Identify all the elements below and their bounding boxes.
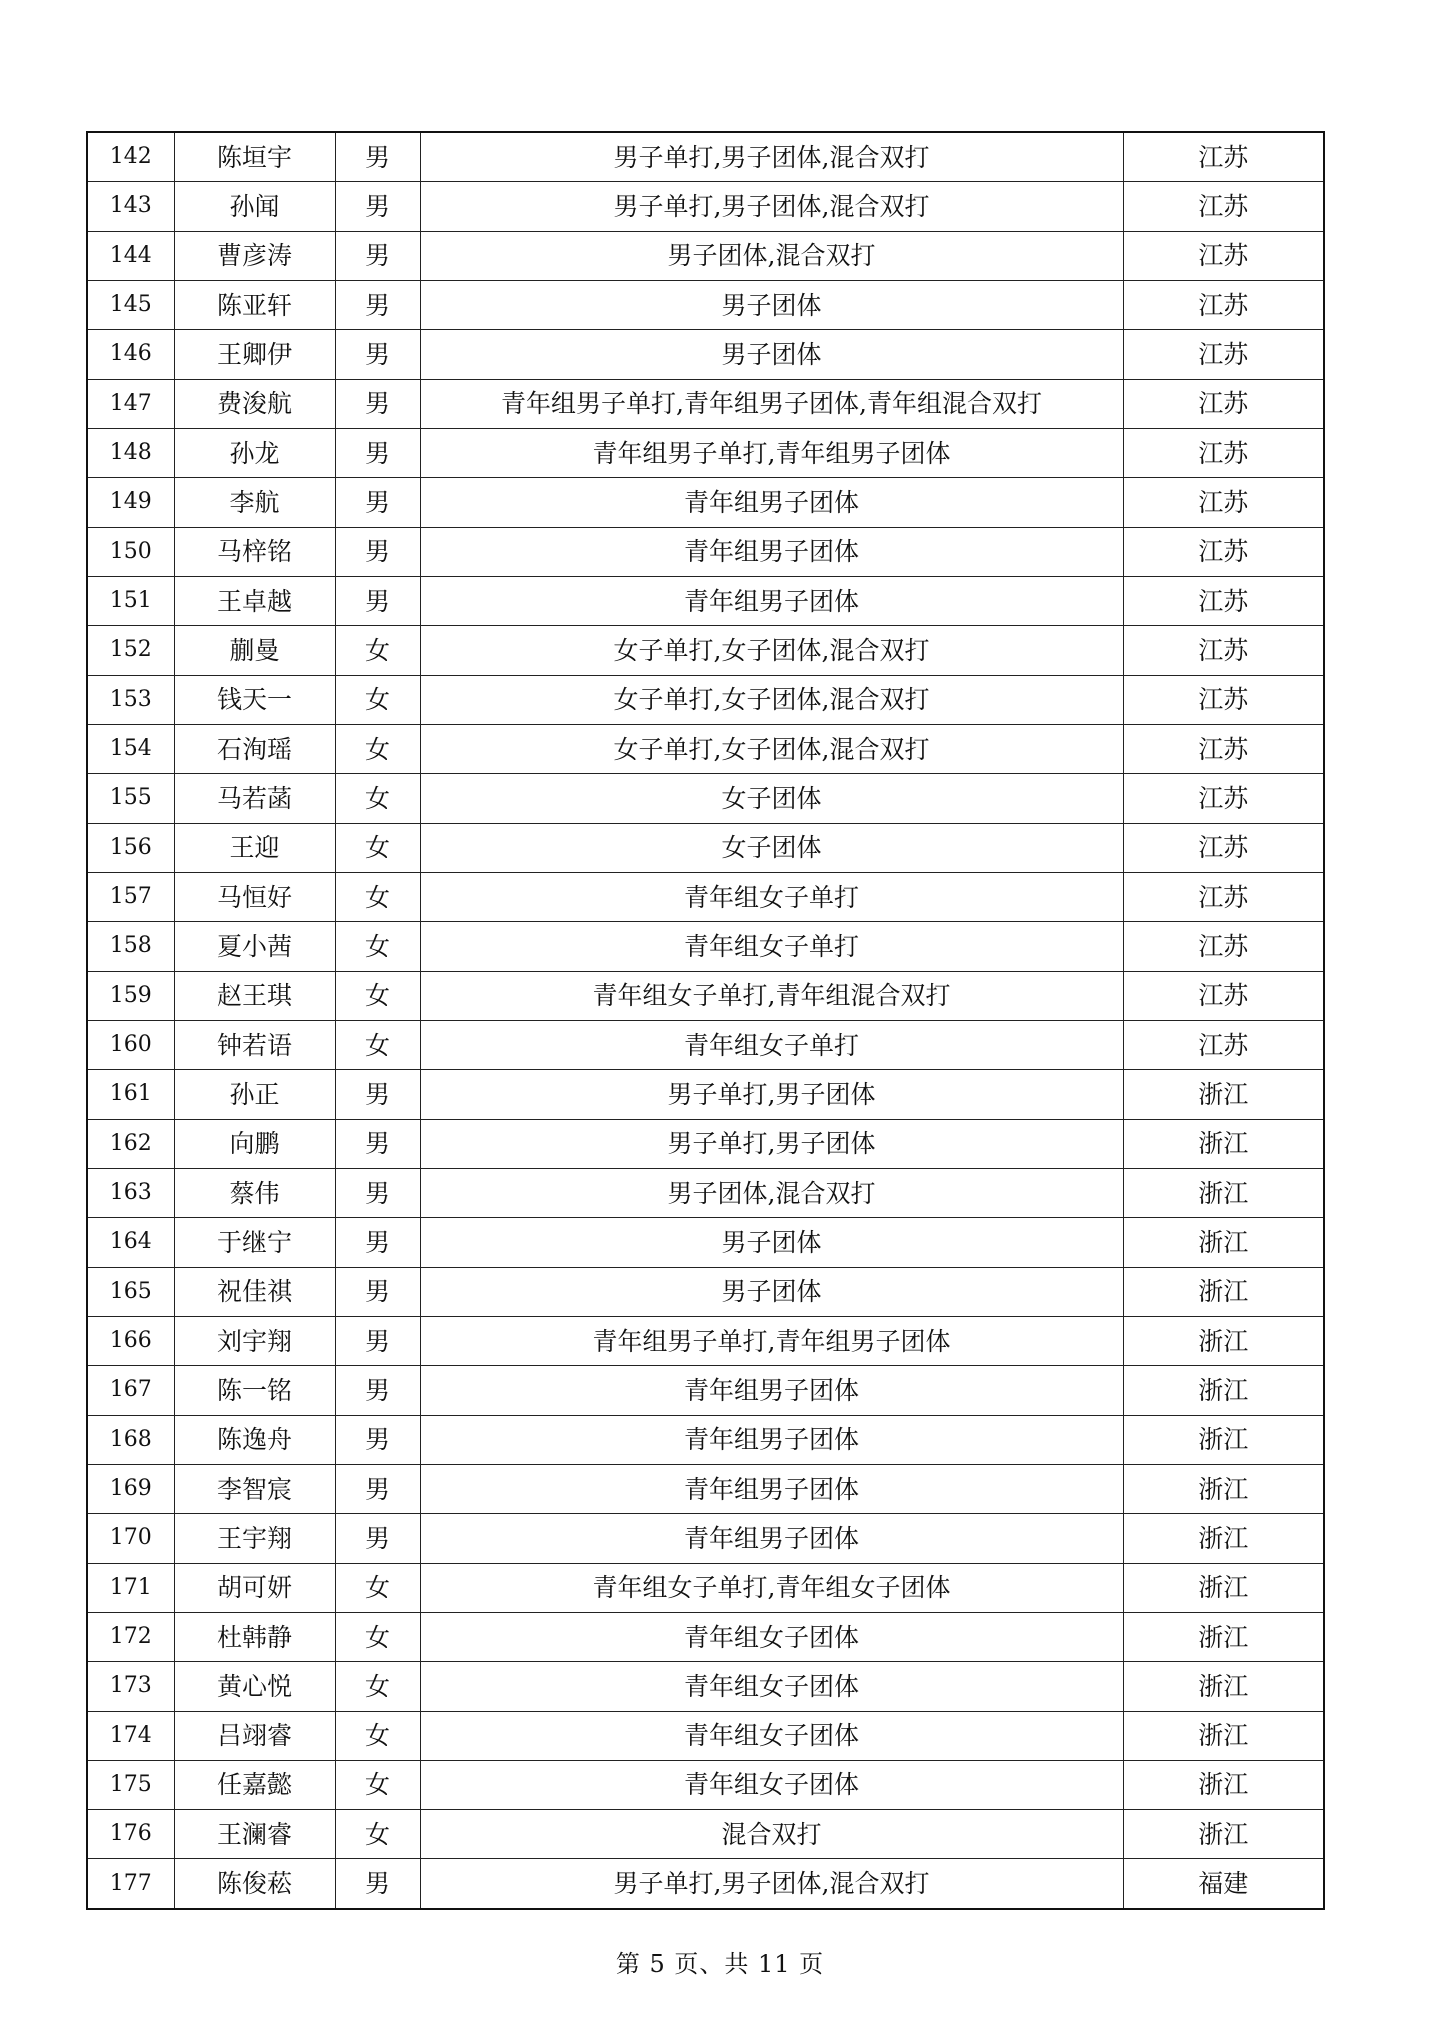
row-number-cell: 171 — [87, 1563, 174, 1612]
province-cell: 江苏 — [1123, 626, 1324, 675]
events-cell: 混合双打 — [420, 1810, 1123, 1859]
events-cell: 青年组女子团体 — [420, 1760, 1123, 1809]
table-row — [87, 1859, 1324, 1909]
table-row — [87, 132, 1324, 182]
province-cell: 江苏 — [1123, 971, 1324, 1020]
events-cell: 青年组女子团体 — [420, 1662, 1123, 1711]
athlete-name-cell: 吕翊睿 — [174, 1711, 335, 1760]
province-cell: 江苏 — [1123, 724, 1324, 773]
athlete-name-cell: 马梓铭 — [174, 527, 335, 576]
row-number-cell: 173 — [87, 1662, 174, 1711]
table-row — [87, 1464, 1324, 1513]
gender-cell: 男 — [335, 428, 420, 477]
athlete-name-cell: 蔡伟 — [174, 1168, 335, 1217]
table-row — [87, 1415, 1324, 1464]
row-number-cell: 176 — [87, 1810, 174, 1859]
row-number-cell: 175 — [87, 1760, 174, 1809]
province-cell: 浙江 — [1123, 1218, 1324, 1267]
province-cell: 江苏 — [1123, 823, 1324, 872]
row-number-cell: 166 — [87, 1316, 174, 1365]
table-row — [87, 1711, 1324, 1760]
events-cell: 青年组男子团体 — [420, 1366, 1123, 1415]
row-number-cell: 144 — [87, 231, 174, 280]
events-cell: 青年组男子单打,青年组男子团体 — [420, 1316, 1123, 1365]
row-number-cell: 159 — [87, 971, 174, 1020]
athlete-name-cell: 李智宸 — [174, 1464, 335, 1513]
province-cell: 浙江 — [1123, 1514, 1324, 1563]
gender-cell: 女 — [335, 1810, 420, 1859]
row-number-cell: 150 — [87, 527, 174, 576]
row-number-cell: 163 — [87, 1168, 174, 1217]
events-cell: 女子单打,女子团体,混合双打 — [420, 626, 1123, 675]
events-cell: 青年组女子单打 — [420, 922, 1123, 971]
gender-cell: 女 — [335, 774, 420, 823]
row-number-cell: 143 — [87, 182, 174, 231]
roster-table — [86, 131, 1325, 1910]
province-cell: 江苏 — [1123, 1020, 1324, 1069]
province-cell: 浙江 — [1123, 1119, 1324, 1168]
athlete-name-cell: 孙龙 — [174, 428, 335, 477]
events-cell: 男子单打,男子团体,混合双打 — [420, 132, 1123, 182]
events-cell: 女子单打,女子团体,混合双打 — [420, 724, 1123, 773]
events-cell: 男子团体,混合双打 — [420, 231, 1123, 280]
gender-cell: 女 — [335, 1760, 420, 1809]
events-cell: 男子单打,男子团体 — [420, 1070, 1123, 1119]
province-cell: 浙江 — [1123, 1070, 1324, 1119]
events-cell: 女子单打,女子团体,混合双打 — [420, 675, 1123, 724]
province-cell: 福建 — [1123, 1859, 1324, 1909]
athlete-name-cell: 孙闻 — [174, 182, 335, 231]
row-number-cell: 164 — [87, 1218, 174, 1267]
athlete-name-cell: 王卿伊 — [174, 330, 335, 379]
events-cell: 青年组男子单打,青年组男子团体 — [420, 428, 1123, 477]
table-row — [87, 330, 1324, 379]
province-cell: 江苏 — [1123, 774, 1324, 823]
table-row — [87, 527, 1324, 576]
table-row — [87, 774, 1324, 823]
athlete-name-cell: 蒯曼 — [174, 626, 335, 675]
table-row — [87, 872, 1324, 921]
events-cell: 青年组男子团体 — [420, 1415, 1123, 1464]
row-number-cell: 170 — [87, 1514, 174, 1563]
row-number-cell: 177 — [87, 1859, 174, 1909]
province-cell: 江苏 — [1123, 280, 1324, 329]
athlete-name-cell: 刘宇翔 — [174, 1316, 335, 1365]
events-cell: 青年组男子团体 — [420, 478, 1123, 527]
table-row — [87, 971, 1324, 1020]
table-row — [87, 1267, 1324, 1316]
row-number-cell: 152 — [87, 626, 174, 675]
gender-cell: 女 — [335, 872, 420, 921]
athlete-name-cell: 陈俊菘 — [174, 1859, 335, 1909]
events-cell: 青年组女子单打,青年组女子团体 — [420, 1563, 1123, 1612]
gender-cell: 男 — [335, 330, 420, 379]
table-row — [87, 724, 1324, 773]
province-cell: 浙江 — [1123, 1267, 1324, 1316]
row-number-cell: 145 — [87, 280, 174, 329]
athlete-name-cell: 陈一铭 — [174, 1366, 335, 1415]
events-cell: 女子团体 — [420, 823, 1123, 872]
events-cell: 青年组男子团体 — [420, 1464, 1123, 1513]
events-cell: 男子团体 — [420, 330, 1123, 379]
row-number-cell: 157 — [87, 872, 174, 921]
roster-table-body — [87, 132, 1324, 1909]
table-row — [87, 478, 1324, 527]
province-cell: 江苏 — [1123, 478, 1324, 527]
events-cell: 男子单打,男子团体,混合双打 — [420, 182, 1123, 231]
row-number-cell: 168 — [87, 1415, 174, 1464]
athlete-name-cell: 黄心悦 — [174, 1662, 335, 1711]
events-cell: 男子团体 — [420, 1218, 1123, 1267]
events-cell: 青年组女子单打,青年组混合双打 — [420, 971, 1123, 1020]
athlete-name-cell: 陈亚轩 — [174, 280, 335, 329]
events-cell: 女子团体 — [420, 774, 1123, 823]
table-row — [87, 576, 1324, 625]
gender-cell: 男 — [335, 1119, 420, 1168]
province-cell: 浙江 — [1123, 1464, 1324, 1513]
table-row — [87, 379, 1324, 428]
table-row — [87, 428, 1324, 477]
athlete-name-cell: 曹彦涛 — [174, 231, 335, 280]
gender-cell: 女 — [335, 675, 420, 724]
gender-cell: 男 — [335, 1267, 420, 1316]
province-cell: 江苏 — [1123, 527, 1324, 576]
province-cell: 江苏 — [1123, 576, 1324, 625]
events-cell: 青年组男子团体 — [420, 527, 1123, 576]
table-row — [87, 1760, 1324, 1809]
province-cell: 浙江 — [1123, 1760, 1324, 1809]
province-cell: 江苏 — [1123, 182, 1324, 231]
province-cell: 江苏 — [1123, 231, 1324, 280]
gender-cell: 男 — [335, 280, 420, 329]
table-row — [87, 280, 1324, 329]
gender-cell: 女 — [335, 971, 420, 1020]
table-row — [87, 1612, 1324, 1661]
athlete-name-cell: 陈逸舟 — [174, 1415, 335, 1464]
gender-cell: 男 — [335, 1514, 420, 1563]
athlete-name-cell: 李航 — [174, 478, 335, 527]
province-cell: 浙江 — [1123, 1366, 1324, 1415]
row-number-cell: 155 — [87, 774, 174, 823]
gender-cell: 男 — [335, 1366, 420, 1415]
events-cell: 男子团体 — [420, 280, 1123, 329]
table-row — [87, 1366, 1324, 1415]
row-number-cell: 158 — [87, 922, 174, 971]
athlete-name-cell: 石洵瑶 — [174, 724, 335, 773]
events-cell: 男子单打,男子团体 — [420, 1119, 1123, 1168]
province-cell: 江苏 — [1123, 675, 1324, 724]
events-cell: 青年组男子团体 — [420, 576, 1123, 625]
athlete-name-cell: 赵王琪 — [174, 971, 335, 1020]
row-number-cell: 169 — [87, 1464, 174, 1513]
row-number-cell: 154 — [87, 724, 174, 773]
province-cell: 江苏 — [1123, 379, 1324, 428]
row-number-cell: 148 — [87, 428, 174, 477]
gender-cell: 男 — [335, 1415, 420, 1464]
page-number-footer: 第 5 页、共 11 页 — [615, 1950, 825, 1978]
row-number-cell: 153 — [87, 675, 174, 724]
gender-cell: 男 — [335, 1168, 420, 1217]
athlete-name-cell: 马恒好 — [174, 872, 335, 921]
events-cell: 青年组女子单打 — [420, 1020, 1123, 1069]
table-row — [87, 1514, 1324, 1563]
gender-cell: 男 — [335, 132, 420, 182]
row-number-cell: 172 — [87, 1612, 174, 1661]
row-number-cell: 174 — [87, 1711, 174, 1760]
gender-cell: 男 — [335, 1859, 420, 1909]
province-cell: 浙江 — [1123, 1168, 1324, 1217]
table-row — [87, 626, 1324, 675]
athlete-name-cell: 夏小茜 — [174, 922, 335, 971]
row-number-cell: 162 — [87, 1119, 174, 1168]
province-cell: 江苏 — [1123, 428, 1324, 477]
athlete-name-cell: 陈垣宇 — [174, 132, 335, 182]
province-cell: 浙江 — [1123, 1662, 1324, 1711]
athlete-name-cell: 钱天一 — [174, 675, 335, 724]
table-row — [87, 231, 1324, 280]
events-cell: 青年组女子团体 — [420, 1711, 1123, 1760]
gender-cell: 女 — [335, 1612, 420, 1661]
athlete-name-cell: 于继宁 — [174, 1218, 335, 1267]
province-cell: 浙江 — [1123, 1316, 1324, 1365]
table-row — [87, 1020, 1324, 1069]
gender-cell: 女 — [335, 1020, 420, 1069]
athlete-name-cell: 马若菡 — [174, 774, 335, 823]
row-number-cell: 146 — [87, 330, 174, 379]
gender-cell: 男 — [335, 527, 420, 576]
table-row — [87, 1662, 1324, 1711]
province-cell: 浙江 — [1123, 1612, 1324, 1661]
province-cell: 浙江 — [1123, 1711, 1324, 1760]
province-cell: 江苏 — [1123, 132, 1324, 182]
row-number-cell: 149 — [87, 478, 174, 527]
province-cell: 江苏 — [1123, 872, 1324, 921]
gender-cell: 男 — [335, 1218, 420, 1267]
athlete-name-cell: 王卓越 — [174, 576, 335, 625]
gender-cell: 男 — [335, 576, 420, 625]
province-cell: 浙江 — [1123, 1810, 1324, 1859]
gender-cell: 男 — [335, 478, 420, 527]
table-row — [87, 1218, 1324, 1267]
table-row — [87, 1070, 1324, 1119]
athlete-name-cell: 费浚航 — [174, 379, 335, 428]
athlete-name-cell: 钟若语 — [174, 1020, 335, 1069]
athlete-name-cell: 向鹏 — [174, 1119, 335, 1168]
athlete-name-cell: 王澜睿 — [174, 1810, 335, 1859]
events-cell: 男子单打,男子团体,混合双打 — [420, 1859, 1123, 1909]
gender-cell: 男 — [335, 1070, 420, 1119]
province-cell: 江苏 — [1123, 330, 1324, 379]
gender-cell: 女 — [335, 1711, 420, 1760]
table-row — [87, 1168, 1324, 1217]
row-number-cell: 142 — [87, 132, 174, 182]
table-row — [87, 1316, 1324, 1365]
events-cell: 青年组男子团体 — [420, 1514, 1123, 1563]
gender-cell: 男 — [335, 231, 420, 280]
gender-cell: 女 — [335, 1563, 420, 1612]
row-number-cell: 165 — [87, 1267, 174, 1316]
athlete-name-cell: 杜韩静 — [174, 1612, 335, 1661]
table-row — [87, 1119, 1324, 1168]
events-cell: 男子团体 — [420, 1267, 1123, 1316]
athlete-name-cell: 王宇翔 — [174, 1514, 335, 1563]
table-row — [87, 1810, 1324, 1859]
athlete-name-cell: 祝佳祺 — [174, 1267, 335, 1316]
gender-cell: 女 — [335, 1662, 420, 1711]
row-number-cell: 160 — [87, 1020, 174, 1069]
row-number-cell: 161 — [87, 1070, 174, 1119]
events-cell: 青年组女子团体 — [420, 1612, 1123, 1661]
athlete-name-cell: 任嘉懿 — [174, 1760, 335, 1809]
table-row — [87, 675, 1324, 724]
row-number-cell: 151 — [87, 576, 174, 625]
gender-cell: 女 — [335, 724, 420, 773]
gender-cell: 女 — [335, 922, 420, 971]
row-number-cell: 156 — [87, 823, 174, 872]
athlete-name-cell: 孙正 — [174, 1070, 335, 1119]
athlete-name-cell: 胡可妍 — [174, 1563, 335, 1612]
events-cell: 青年组男子单打,青年组男子团体,青年组混合双打 — [420, 379, 1123, 428]
province-cell: 江苏 — [1123, 922, 1324, 971]
events-cell: 青年组女子单打 — [420, 872, 1123, 921]
gender-cell: 男 — [335, 1316, 420, 1365]
row-number-cell: 147 — [87, 379, 174, 428]
province-cell: 浙江 — [1123, 1563, 1324, 1612]
gender-cell: 女 — [335, 626, 420, 675]
table-row — [87, 1563, 1324, 1612]
gender-cell: 女 — [335, 823, 420, 872]
athlete-name-cell: 王迎 — [174, 823, 335, 872]
table-row — [87, 182, 1324, 231]
events-cell: 男子团体,混合双打 — [420, 1168, 1123, 1217]
table-row — [87, 823, 1324, 872]
row-number-cell: 167 — [87, 1366, 174, 1415]
gender-cell: 男 — [335, 182, 420, 231]
gender-cell: 男 — [335, 379, 420, 428]
table-row — [87, 922, 1324, 971]
gender-cell: 男 — [335, 1464, 420, 1513]
province-cell: 浙江 — [1123, 1415, 1324, 1464]
